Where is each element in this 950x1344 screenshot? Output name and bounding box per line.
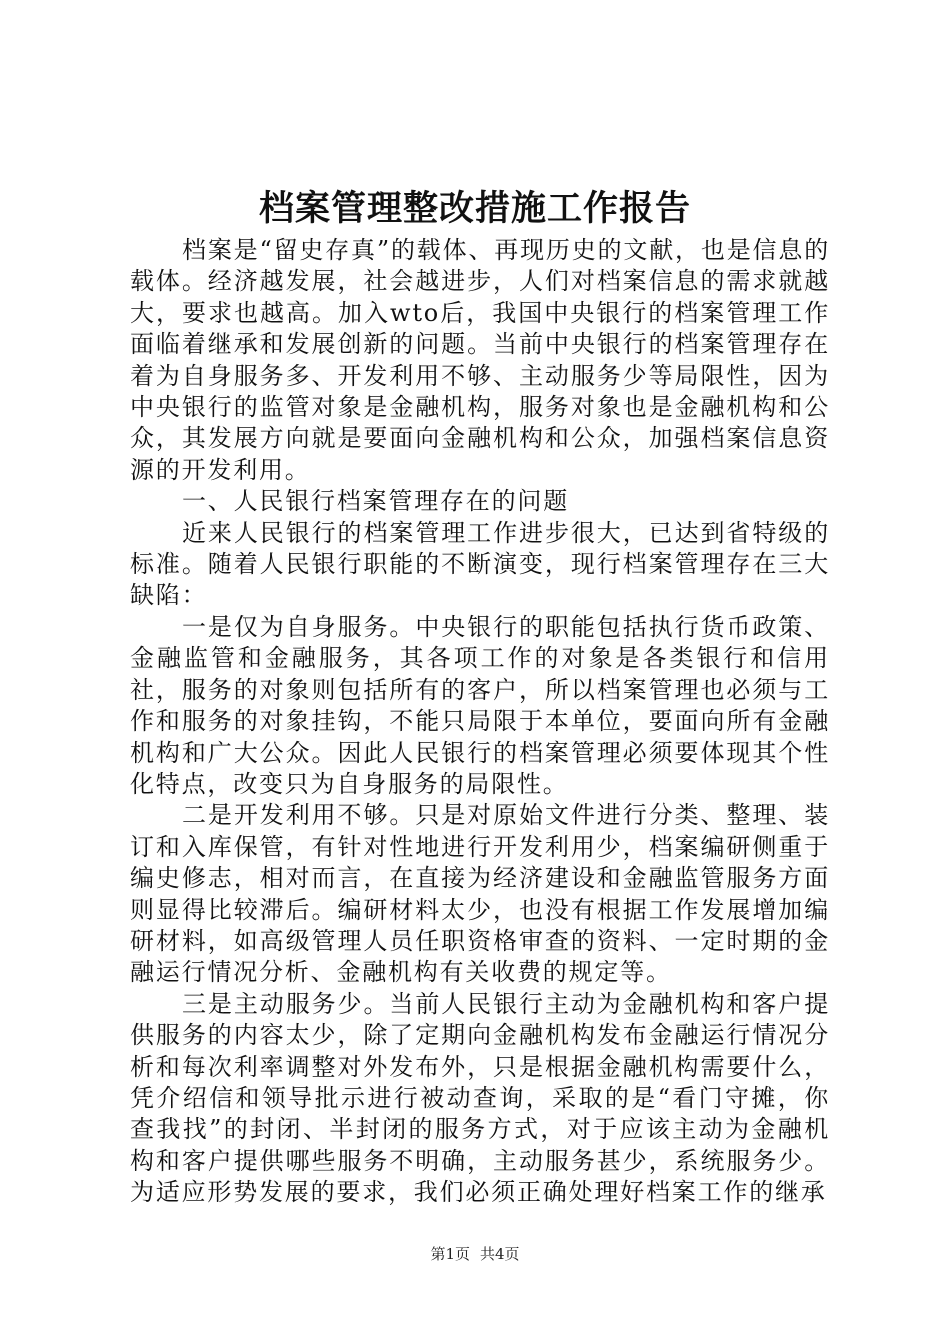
page-footer: [0, 1244, 950, 1264]
document-title: 档案管理整改措施工作报告: [258, 188, 691, 229]
document-body: [130, 235, 830, 1209]
paragraph-point-one: 一是仅为自身服务。中央银行的职能包括执行货币政策、金融监管和金融服务，其各项工作的对象是各类银行和信用社，服务的对象则包括所有的客户，所以档案管理也必须与工作和服务的对象挂钩，不能只局限于本单位，要面向所有金融机构和广大公众。因此人民银行的档案管理必须要体现其个性化特点，改变只为自身服务的局限性。: [130, 612, 830, 798]
page-number: 第1页: [430, 1245, 470, 1263]
paragraph-point-two: 二是开发利用不够。只是对原始文件进行分类、整理、装订和入库保管，有针对性地进行开发利用少，档案编研侧重于编史修志，相对而言，在直接为经济建设和金融监管服务方面则显得比较滞后。编研材料太少，也没有根据工作发展增加编研材料，如高级管理人员任职资格审查的资料、一定时期的金融运行情况分析、金融机构有关收费的规定等。: [130, 801, 830, 987]
paragraph-overview: 近来人民银行的档案管理工作进步很大，已达到省特级的标准。随着人民银行职能的不断演变，现行档案管理存在三大缺陷：: [130, 518, 830, 610]
paragraph-intro: 档案是“留史存真”的载体、再现历史的文献，也是信息的载体。经济越发展，社会越进步，人们对档案信息的需求就越大，要求也越高。加入wto后，我国中央银行的档案管理工作面临着继承和发展创新的问题。当前中央银行的档案管理存在着为自身服务多、开发利用不够、主动服务少等局限性，因为中央银行的监管对象是金融机构，服务对象也是金融机构和公众，其发展方向就是要面向金融机构和公众，加强档案信息资源的开发利用。: [130, 236, 830, 484]
paragraph-point-three: 三是主动服务少。当前人民银行主动为金融机构和客户提供服务的内容太少，除了定期向金融机构发布金融运行情况分析和每次利率调整对外发布外，只是根据金融机构需要什么，凭介绍信和领导批示进行被动查询，采取的是“看门守摊，你查我找”的封闭、半封闭的服务方式，对于应该主动为金融机构和客户提供哪些服务不明确，主动服务甚少，系统服务少。为适应形势发展的要求，我们必须正确处理好档案工作的继承: [130, 989, 830, 1207]
section-heading-problems: 一、人民银行档案管理存在的问题: [182, 487, 569, 516]
page-total: 共4页: [480, 1245, 520, 1263]
